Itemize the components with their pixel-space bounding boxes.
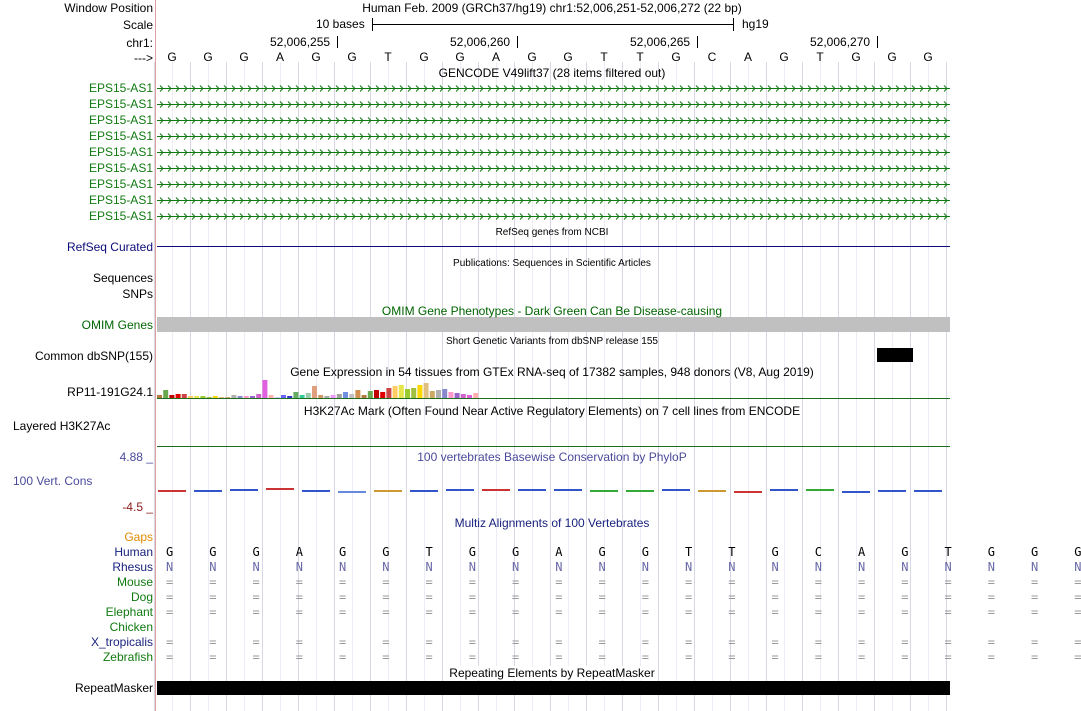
gtex-tissue-bar [324,396,329,398]
gtex-tissue-bar [405,389,410,398]
publications-snps-label[interactable]: SNPs [122,287,153,301]
gencode-item-label[interactable]: EPS15-AS1 [88,145,153,159]
gencode-item-label[interactable]: EPS15-AS1 [88,113,153,127]
repeatmasker-feature-bar [157,681,950,695]
phylop-score-mark [842,491,870,493]
gtex-tissue-bar [417,385,422,398]
multiz-track-title[interactable]: Multiz Alignments of 100 Vertebrates [454,516,650,530]
base-letter: T [600,50,608,64]
dbsnp-track-title[interactable]: Short Genetic Variants from dbSNP release 155 [446,336,658,347]
gtex-tissue-bar [281,395,286,398]
gtex-tissue-bar [244,396,249,398]
gtex-label[interactable]: RP11-191G24.1 [67,385,153,399]
gtex-tissue-bar [455,393,460,398]
phylop-score-mark [590,490,618,492]
base-letter: G [203,50,213,64]
gtex-tissue-bar [467,395,472,398]
base-letter: G [239,50,249,64]
gtex-tissue-bar [399,385,404,398]
base-letter: G [527,50,537,64]
phylop-score-mark [518,489,546,491]
multiz-species-label[interactable]: Elephant [105,605,153,619]
gtex-tissue-bar [300,395,305,398]
gtex-tissue-bar [250,396,255,398]
phylop-score-mark [374,490,402,492]
dbsnp-label[interactable]: Common dbSNP(155) [34,349,153,363]
publications-track-title[interactable]: Publications: Sequences in Scientific Articles [453,258,651,269]
multiz-species-label[interactable]: Dog [130,590,153,604]
gtex-tissue-bar [473,393,478,398]
phylop-min-label: -4.5 _ [122,500,153,514]
gtex-tissue-bar [219,397,224,398]
multiz-species-label[interactable]: Zebrafish [102,650,153,664]
scale-assembly: hg19 [742,17,769,31]
gencode-track-title[interactable]: GENCODE V49lift37 (28 items filtered out) [438,66,666,80]
phylop-score-mark [410,490,438,492]
strand-label: ---> [134,51,153,65]
gtex-tissue-bar [157,395,162,398]
multiz-alignment-row: N N N N N N N N N N N N N N N N N N N N N N [166,560,1081,574]
gtex-tissue-bar [269,395,274,398]
phylop-score-mark [338,491,366,493]
phylop-score-mark [482,489,510,491]
gencode-item-label[interactable]: EPS15-AS1 [88,129,153,143]
phylop-max-label: 4.88 _ [119,450,153,464]
gtex-tissue-bar [368,391,373,398]
base-letter: G [563,50,573,64]
base-letter: G [347,50,357,64]
multiz-species-label[interactable]: Rhesus [112,560,153,574]
window-position-value: Human Feb. 2009 (GRCh37/hg19) chr1:52,006,251-52,006,272 (22 bp) [362,1,742,15]
gaps-label[interactable]: Gaps [124,530,153,544]
gtex-tissue-bar [231,395,236,398]
omim-label[interactable]: OMIM Genes [81,318,153,332]
gtex-tissue-bar [424,383,429,398]
base-letter: T [816,50,824,64]
gtex-tissue-bar [306,393,311,398]
gtex-tissue-bar [207,397,212,398]
base-letter: T [384,50,392,64]
publications-sequences-label[interactable]: Sequences [92,271,153,285]
omim-feature-bar [157,317,950,332]
omim-track-title[interactable]: OMIM Gene Phenotypes - Dark Green Can Be Disease-causing [381,304,723,318]
phylop-score-mark [878,490,906,492]
h3k27ac-label[interactable]: Layered H3K27Ac [13,419,111,433]
base-letter: G [671,50,681,64]
multiz-alignment-row: = = = = = = = = = = = = = = = = = = = = = = [166,605,1081,619]
multiz-species-label[interactable]: X_tropicalis [90,635,153,649]
chr-label: chr1: [126,36,153,50]
gencode-item-label[interactable]: EPS15-AS1 [88,97,153,111]
phylop-score-mark [158,490,186,492]
gtex-tissue-bar [182,394,187,398]
gtex-tissue-bar [461,394,466,398]
gtex-tissue-bar [238,396,243,398]
gtex-tissue-bar [393,386,398,398]
gtex-tissue-bar [163,390,168,398]
multiz-alignment-row: = = = = = = = = = = = = = = = = = = = = = = [166,650,1081,664]
position-tick-label: 52,006,270 [810,35,871,49]
refseq-label[interactable]: RefSeq Curated [66,240,153,254]
scale-bar-text: 10 bases [316,17,365,31]
gtex-tissue-bar [176,394,181,398]
phylop-score-mark [806,489,834,491]
gtex-tissue-bar [374,390,379,398]
gtex-tissue-bar [349,394,354,398]
gtex-tissue-bar [287,396,292,398]
gtex-tissue-bar [386,388,391,398]
multiz-species-label[interactable]: Chicken [109,620,153,634]
gtex-tissue-bar [331,395,336,398]
phylop-score-mark [734,491,762,493]
base-letter: G [419,50,429,64]
gtex-tissue-bar [256,394,261,398]
dbsnp-variant-block [877,348,913,362]
base-letter: G [455,50,465,64]
multiz-alignment-row: = = = = = = = = = = = = = = = = = = = = = = [166,635,1081,649]
multiz-alignment-row: = = = = = = = = = = = = = = = = = = = = = = [166,590,1081,604]
gtex-tissue-bar [411,388,416,398]
gencode-item-label[interactable]: EPS15-AS1 [88,81,153,95]
phylop-score-mark [554,489,582,491]
gencode-item-label[interactable]: EPS15-AS1 [88,161,153,175]
phylop-score-mark [698,490,726,492]
gtex-tissue-bar [355,390,360,398]
base-letter: G [887,50,897,64]
base-letter: A [491,50,501,64]
gtex-tissue-bar [430,391,435,398]
gtex-tissue-bar [188,396,193,398]
gtex-tissue-bar [262,380,267,398]
position-tick-label: 52,006,260 [450,35,511,49]
multiz-species-label[interactable]: Mouse [116,575,153,589]
gtex-tissue-bar [200,396,205,398]
gencode-item-label[interactable]: EPS15-AS1 [88,177,153,191]
phylop-score-mark [194,490,222,492]
repeatmasker-track-title[interactable]: Repeating Elements by RepeatMasker [449,666,655,680]
phylop-score-mark [302,490,330,492]
h3k27ac-track-title[interactable]: H3K27Ac Mark (Often Found Near Active Regulatory Elements) on 7 cell lines from ENCODE [303,404,801,418]
base-letter: C [707,50,717,64]
base-letter: G [851,50,861,64]
base-letter: T [636,50,644,64]
repeatmasker-label[interactable]: RepeatMasker [74,681,153,695]
gtex-tissue-bar [169,395,174,398]
position-tick-label: 52,006,255 [270,35,331,49]
refseq-track-title[interactable]: RefSeq genes from NCBI [495,227,609,238]
gtex-tissue-bar [337,394,342,398]
phylop-score-mark [230,489,258,491]
multiz-species-label[interactable]: Human [114,545,153,559]
gtex-tissue-bar [225,397,230,398]
gtex-tissue-bar [436,390,441,398]
multiz-alignment-row: = = = = = = = = = = = = = = = = = = = = = = [166,575,1081,589]
base-letter: A [743,50,753,64]
phylop-label[interactable]: 100 Vert. Cons [13,474,93,488]
gencode-item-label[interactable]: EPS15-AS1 [88,193,153,207]
base-letter: G [923,50,933,64]
gtex-tissue-bar [448,392,453,398]
phylop-score-mark [770,489,798,491]
phylop-track-title[interactable]: 100 vertebrates Basewise Conservation by PhyloP [417,450,687,464]
phylop-score-mark [626,490,654,492]
gtex-track-title[interactable]: Gene Expression in 54 tissues from GTEx RNA-seq of 17382 samples, 948 donors (V8, Aug 2019) [290,365,814,379]
gtex-tissue-bar [312,386,317,398]
phylop-score-mark [266,488,294,490]
gtex-tissue-bar [442,389,447,398]
gtex-tissue-bar [194,396,199,398]
gencode-item-label[interactable]: EPS15-AS1 [88,209,153,223]
phylop-score-mark [446,489,474,491]
scale-label: Scale [122,18,153,32]
base-letter: G [311,50,321,64]
gtex-tissue-bar [293,392,298,398]
base-letter: A [275,50,285,64]
gtex-tissue-bar [343,392,348,398]
gtex-tissue-bar [380,392,385,398]
base-letter: G [167,50,177,64]
gtex-tissue-bar [275,397,280,398]
gtex-tissue-bar [213,396,218,398]
phylop-score-mark [662,489,690,491]
gtex-tissue-bar [362,395,367,398]
gtex-tissue-bar [318,395,323,398]
phylop-score-mark [914,490,942,492]
position-tick-label: 52,006,265 [630,35,691,49]
window-position-label: Window Position [64,1,153,15]
base-letter: G [779,50,789,64]
multiz-alignment-row: G G G A G G T G G A G G T T G C A G T G G G [166,545,1081,559]
